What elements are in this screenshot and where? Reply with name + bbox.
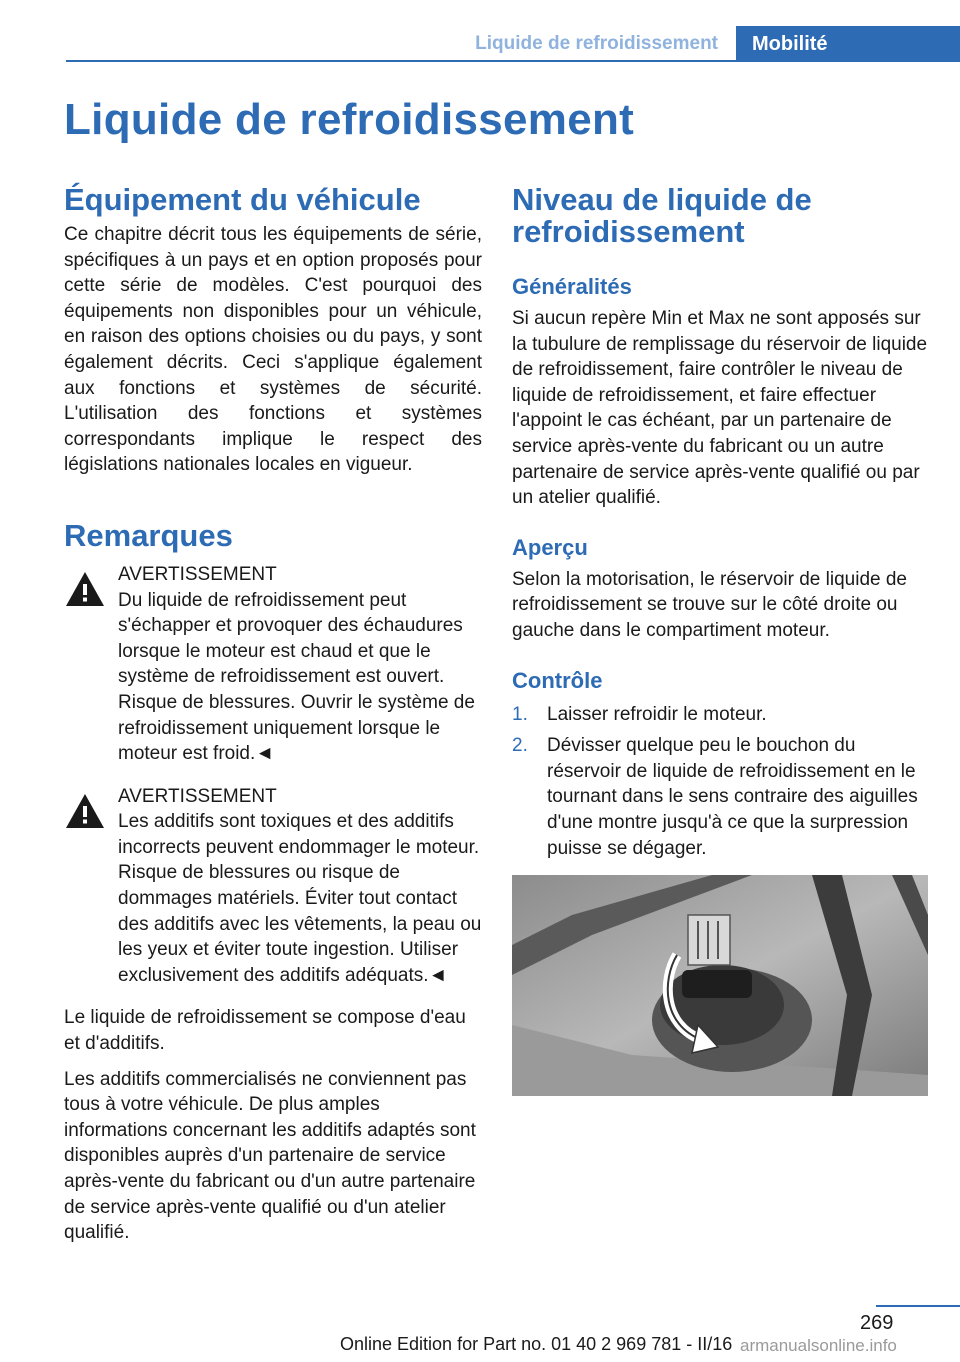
footer-edition-text: Online Edition for Part no. 01 40 2 969 781 - II/16	[340, 1334, 733, 1354]
watermark: armanualsonline.info	[740, 1336, 897, 1355]
warning-text: Les additifs sont toxiques et des additifs incorrects peuvent endommager le moteur. Risque de blessures ou risque de dommages matériels. Éviter tout contact des additifs avec les vêtements, la peau ou les yeux et éviter toute ingestion. Utiliser exclusivement des additifs adéquats.◄	[118, 811, 482, 986]
warning-triangle-icon	[64, 792, 106, 830]
control-steps	[512, 702, 930, 862]
warning-triangle-icon	[64, 570, 106, 608]
running-header-section: Liquide de refroidissement	[475, 33, 718, 54]
coolant-reservoir-photo	[512, 875, 928, 1096]
general-text: Si aucun repère Min et Max ne sont apposés sur la tubulure de remplissage du réservoir de liquide de refroidissement, faire contrôler le niveau de liquide de refroidissement, et faire effectuer l'appoint le cas échéant, par un partenaire de service après-vente du fabricant ou un autre partenaire de service après-vente qualifié ou par un atelier qualifié.	[512, 308, 928, 509]
general-heading: Généralités	[512, 274, 632, 299]
equipment-heading: Équipement du véhicule	[64, 182, 421, 217]
page-title: Liquide de refroidissement	[64, 95, 635, 144]
coolant-composition-text: Le liquide de refroidissement se compose d'eau et d'additifs.	[64, 1007, 466, 1055]
control-heading: Contrôle	[512, 667, 603, 693]
step-item: 2. Dévisser quelque peu le bouchon du réservoir de liquide de refroidissement en le tournant dans le sens contraire des aiguilles d'une montre jusqu'à ce que la surpression puisse se dégager.	[512, 735, 918, 859]
warning-title: AVERTISSEMENT	[118, 563, 277, 585]
left-column	[64, 184, 482, 1246]
coolant-level-heading: Niveau de liquide de refroidissement	[512, 182, 812, 249]
warning-block	[64, 784, 482, 989]
overview-text: Selon la motorisation, le réservoir de liquide de refroidissement se trouve sur le côté droite ou gauche dans le compartiment moteur.	[512, 568, 907, 641]
running-header-chapter: Mobilité	[736, 26, 960, 62]
equipment-text: Ce chapitre décrit tous les équipements de série, spécifiques à un pays et en option proposés pour cette série de modèles. C'est pourquoi des équipements non disponibles pour un véhicule, en raison des options choisies ou du pays, y sont également décrits. Ceci s'applique également aux fonctions et systèmes de sécurité. L'utilisation des fonctions et systèmes correspondants implique le respect des législations nationales locales en vigueur.	[64, 224, 482, 476]
overview-heading: Aperçu	[512, 534, 588, 560]
step-item: 1. Laisser refroidir le moteur.	[512, 703, 767, 725]
warning-title: AVERTISSEMENT	[118, 785, 277, 807]
additives-info-text: Les additifs commercialisés ne conviennent pas tous à votre véhicule. De plus amples informations concernant les additifs adaptés sont disponibles auprès d'un partenaire de service après-vente du fabricant ou d'un autre partenaire de service après-vente qualifié ou d'un atelier qualifié.	[64, 1068, 476, 1244]
remarks-heading: Remarques	[64, 517, 233, 553]
footer-rule	[876, 1305, 960, 1307]
page-number: 269	[860, 1312, 894, 1334]
warning-block	[64, 562, 482, 767]
header-rule	[66, 60, 960, 62]
right-column	[512, 184, 930, 1096]
warning-text: Du liquide de refroidissement peut s'échapper et provoquer des échaudures lorsque le moteur est chaud et que le système de refroidissement est ouvert. Risque de blessures. Ouvrir le système de refroidissement uniquement lorsque le moteur est froid.◄	[118, 589, 475, 765]
